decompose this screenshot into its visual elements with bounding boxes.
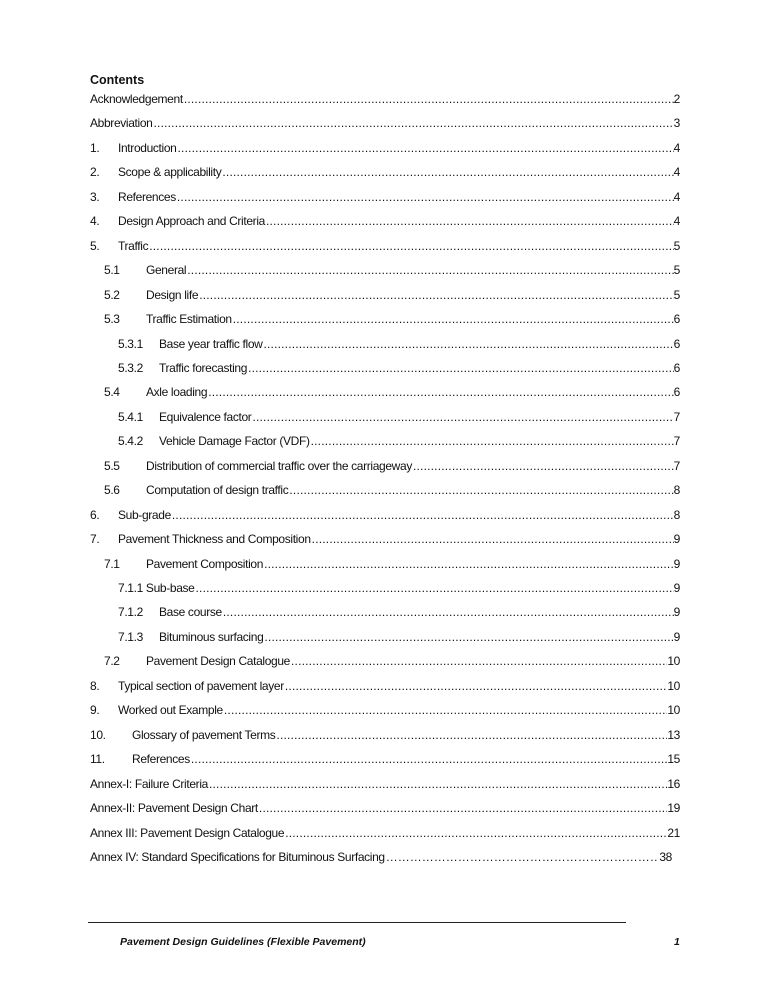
toc-entry-page: 4 <box>673 214 680 229</box>
toc-entry[interactable] <box>90 239 680 259</box>
toc-entry-number: 5.4 <box>104 385 120 400</box>
toc-leader-dots <box>291 654 667 668</box>
toc-leader-dots <box>312 532 674 546</box>
toc-entry-title: Abbreviation <box>90 116 153 131</box>
toc-leader-dots <box>285 826 667 840</box>
toc-entry-number: 7.2 <box>104 654 120 669</box>
toc-entry-title: Annex-II: Pavement Design Chart <box>90 801 258 816</box>
toc-leader-dots <box>263 337 673 351</box>
toc-entry-title: Annex-I: Failure Criteria <box>90 776 208 791</box>
toc-entry-title: Worked out Example <box>118 703 223 718</box>
toc-entry-title: Traffic <box>118 238 149 253</box>
toc-entry-number: 5.2 <box>104 287 120 302</box>
toc-entry[interactable] <box>118 605 680 625</box>
toc-entry-title: 7.1.1 Sub-base <box>118 581 195 595</box>
toc-entry-page: 5 <box>673 263 680 278</box>
toc-leader-dots <box>259 801 667 815</box>
toc-entry-page: 15 <box>667 752 680 767</box>
toc-leader-dots <box>187 263 673 277</box>
toc-leader-dots <box>223 605 674 619</box>
toc-entry-page: 7 <box>673 409 680 424</box>
toc-entry-title: Typical section of pavement layer <box>118 678 284 693</box>
toc-leader-dots <box>191 752 667 766</box>
toc-entry-number: 5.5 <box>104 458 120 473</box>
toc-leader-dots <box>264 630 673 644</box>
toc-entry-title: Equivalence factor <box>159 409 252 424</box>
toc-entry[interactable] <box>90 190 680 210</box>
toc-entry[interactable] <box>90 508 680 528</box>
toc-entry-title: Sub-grade <box>118 507 171 522</box>
toc-entry-number: 1. <box>90 140 100 155</box>
toc-entry-page: 3 <box>673 116 680 131</box>
toc-entry[interactable] <box>118 434 680 454</box>
toc-entry[interactable] <box>90 141 680 161</box>
toc-entry-page: 4 <box>673 165 680 180</box>
toc-entry[interactable] <box>104 312 680 332</box>
toc-entry-number: 2. <box>90 165 100 180</box>
toc-entry[interactable] <box>90 777 680 797</box>
toc-entry-page: 5 <box>673 238 680 253</box>
toc-leader-dots <box>209 777 667 791</box>
toc-entry-title: References <box>132 752 190 767</box>
toc-entry[interactable] <box>104 483 680 503</box>
toc-entry-number: 9. <box>90 703 100 718</box>
toc-entry-page: 8 <box>673 507 680 522</box>
toc-entry-title: Acknowledgement <box>90 92 183 106</box>
toc-entry-number: 7. <box>90 532 100 547</box>
toc-entry-number: 5.3.2 <box>118 360 143 375</box>
toc-entry[interactable] <box>90 728 680 748</box>
toc-entry[interactable] <box>118 581 680 601</box>
toc-entry-page: 8 <box>673 483 680 498</box>
toc-entry-page: 10 <box>667 703 680 718</box>
toc-entry-page: 21 <box>667 825 680 840</box>
toc-entry-page: 10 <box>667 678 680 693</box>
toc-leader-dots <box>285 679 667 693</box>
toc-entry-number: 7.1.3 <box>118 629 143 644</box>
toc-entry[interactable] <box>90 532 680 552</box>
footer-divider <box>88 922 626 923</box>
toc-leader-dots <box>149 239 673 253</box>
toc-entry-title: Traffic forecasting <box>159 360 248 375</box>
toc-entry-title: Traffic Estimation <box>146 312 232 327</box>
toc-entry-title: General <box>146 263 187 278</box>
toc-entry-number: 5.3.1 <box>118 336 143 351</box>
toc-entry-page: 6 <box>673 336 680 351</box>
toc-entry-number: 8. <box>90 678 100 693</box>
toc-entry-page: 9 <box>673 629 680 644</box>
toc-entry-number: 10. <box>90 727 106 742</box>
toc-entry-page: 16 <box>667 776 680 791</box>
toc-leader-dots <box>248 361 674 375</box>
toc-leader-dots <box>196 581 674 595</box>
toc-entry-number: 5. <box>90 238 100 253</box>
toc-entry[interactable] <box>118 630 680 650</box>
toc-entry-number: 5.4.1 <box>118 409 143 424</box>
toc-entry[interactable] <box>118 337 680 357</box>
toc-entry[interactable] <box>90 679 680 699</box>
toc-entry-page: 7 <box>673 458 680 473</box>
toc-entry[interactable] <box>104 263 680 283</box>
toc-entry-page: 6 <box>673 312 680 327</box>
toc-leader-dots <box>386 850 660 864</box>
toc-entry-title: Scope & applicability <box>118 165 222 180</box>
toc-leader-dots <box>222 165 673 179</box>
toc-entry-number: 4. <box>90 214 100 229</box>
toc-entry[interactable] <box>104 654 680 674</box>
toc-entry-title: Bituminous surfacing <box>159 629 264 644</box>
toc-leader-dots <box>224 703 667 717</box>
toc-leader-dots <box>184 92 674 106</box>
toc-leader-dots <box>276 728 667 742</box>
toc-entry[interactable] <box>90 752 680 772</box>
toc-leader-dots <box>266 214 674 228</box>
toc-entry-page: 6 <box>673 360 680 375</box>
contents-heading: Contents <box>90 73 145 87</box>
toc-entry-page: 4 <box>673 140 680 155</box>
toc-entry[interactable] <box>90 92 680 112</box>
toc-leader-dots <box>208 385 673 399</box>
footer-document-title: Pavement Design Guidelines (Flexible Pavement) <box>120 936 366 948</box>
toc-entry-page: 13 <box>667 727 680 742</box>
toc-entry-title: Base year traffic flow <box>159 336 263 351</box>
toc-entry-title: Computation of design traffic <box>146 483 289 498</box>
toc-entry-title: Axle loading <box>146 385 208 400</box>
toc-entry-title: Design Approach and Criteria <box>118 214 265 229</box>
toc-entry-page: 4 <box>673 189 680 204</box>
toc-leader-dots <box>233 312 674 326</box>
toc-entry-number: 7.1.2 <box>118 605 143 620</box>
toc-entry-page: 9 <box>673 581 680 595</box>
toc-leader-dots <box>311 434 674 448</box>
toc-leader-dots <box>264 557 674 571</box>
toc-leader-dots <box>289 483 673 497</box>
toc-entry-page: 2 <box>673 92 680 106</box>
toc-entry-page: 9 <box>673 605 680 620</box>
toc-entry[interactable] <box>104 459 680 479</box>
toc-entry-number: 5.1 <box>104 263 120 278</box>
toc-entry-page: 6 <box>673 385 680 400</box>
toc-entry-page: 7 <box>673 434 680 449</box>
toc-entry[interactable] <box>118 410 680 430</box>
toc-entry[interactable] <box>90 165 680 185</box>
toc-entry-title: Annex IV: Standard Specifications for Bituminous Surfacing <box>90 849 385 864</box>
toc-entry[interactable] <box>104 557 680 577</box>
toc-entry-title: Distribution of commercial traffic over the carriageway <box>146 458 412 473</box>
toc-leader-dots <box>177 190 674 204</box>
toc-entry-number: 11. <box>90 752 105 767</box>
toc-entry-title: Vehicle Damage Factor (VDF) <box>159 434 310 449</box>
toc-entry[interactable] <box>90 801 680 821</box>
toc-entry-page: 9 <box>673 532 680 547</box>
toc-leader-dots <box>199 288 673 302</box>
toc-leader-dots <box>172 508 674 522</box>
toc-entry-title: Pavement Thickness and Composition <box>118 532 311 547</box>
toc-entry-page: 38 <box>659 849 672 864</box>
toc-entry-page: 9 <box>673 556 680 571</box>
toc-entry[interactable] <box>104 385 680 405</box>
footer-page-number: 1 <box>674 936 680 948</box>
toc-entry-title: Glossary of pavement Terms <box>132 727 276 742</box>
toc-entry-title: References <box>118 189 176 204</box>
toc-entry[interactable] <box>90 703 680 723</box>
toc-leader-dots <box>178 141 674 155</box>
toc-entry-page: 5 <box>673 287 680 302</box>
toc-entry-title: Pavement Composition <box>146 556 264 571</box>
toc-entry-title: Annex III: Pavement Design Catalogue <box>90 825 285 840</box>
toc-entry-page: 19 <box>667 801 680 816</box>
toc-entry[interactable] <box>118 361 680 381</box>
toc-entry-number: 5.6 <box>104 483 120 498</box>
toc-entry[interactable] <box>104 288 680 308</box>
toc-entry-page: 10 <box>667 654 680 669</box>
toc-entry-title: Base course <box>159 605 222 620</box>
toc-leader-dots <box>413 459 674 473</box>
toc-entry[interactable] <box>90 214 680 234</box>
toc-entry-number: 3. <box>90 189 100 204</box>
toc-entry-title: Design life <box>146 287 199 302</box>
toc-entry-number: 5.4.2 <box>118 434 143 449</box>
toc-leader-dots <box>252 410 673 424</box>
toc-entry-number: 5.3 <box>104 312 120 327</box>
toc-entry[interactable] <box>90 116 680 136</box>
toc-entry[interactable] <box>90 850 672 870</box>
toc-leader-dots <box>154 116 674 130</box>
toc-entry-title: Introduction <box>118 140 177 155</box>
toc-entry-title: Pavement Design Catalogue <box>146 654 291 669</box>
toc-entry[interactable] <box>90 826 680 846</box>
toc-entry-number: 7.1 <box>104 556 120 571</box>
toc-entry-number: 6. <box>90 507 100 522</box>
